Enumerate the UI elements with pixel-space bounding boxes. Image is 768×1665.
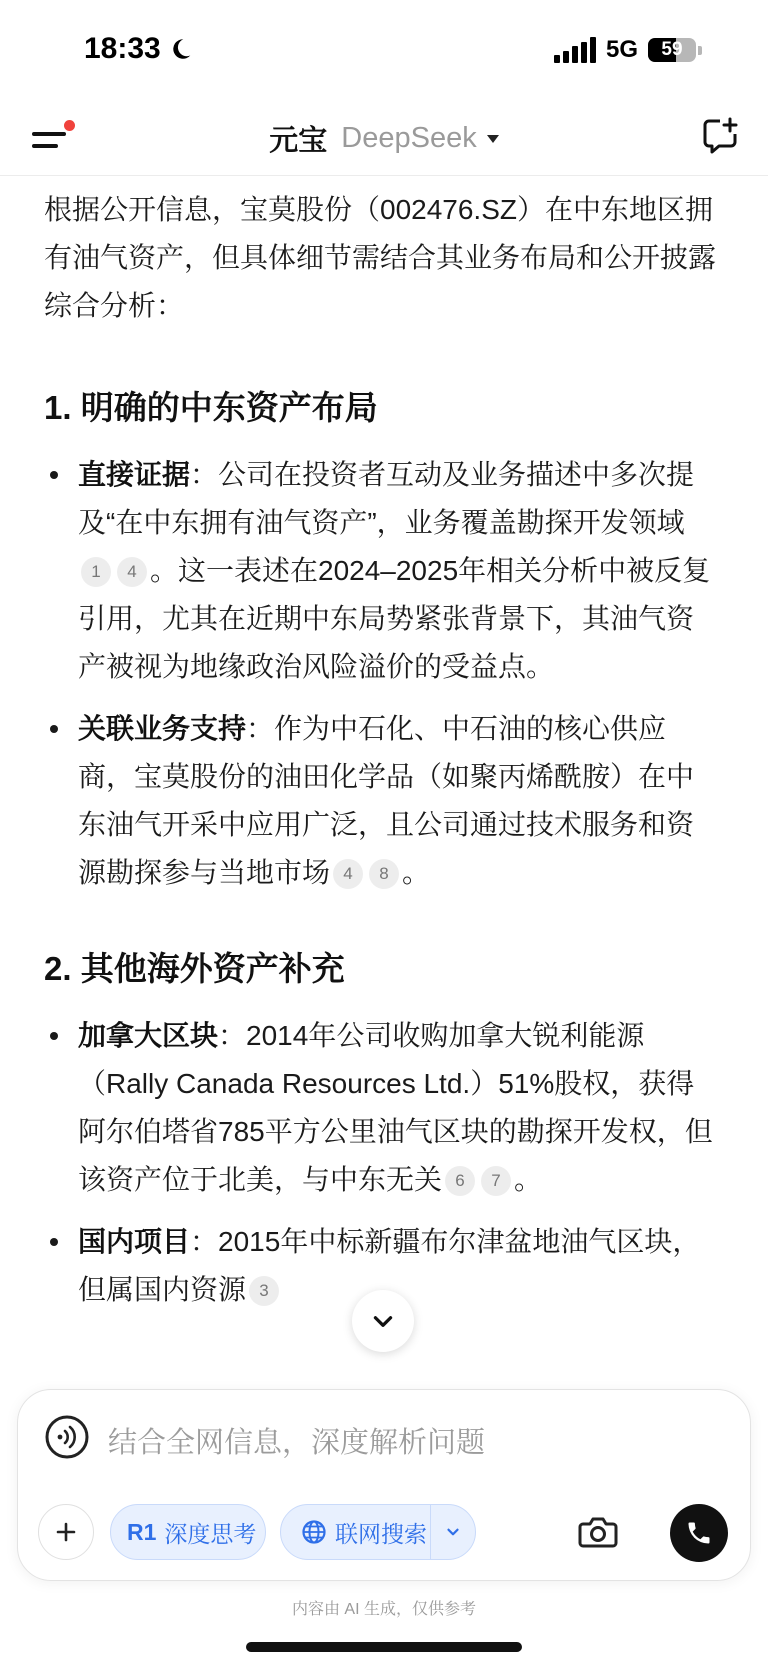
item-sep: ： xyxy=(246,713,275,744)
bullet-list xyxy=(44,1012,720,1314)
citation-badge[interactable]: 8 xyxy=(369,859,399,889)
moon-icon xyxy=(167,36,193,62)
battery-level: 59 xyxy=(661,39,683,60)
item-text: 2015年中标新疆布尔津盆地油气区块，但属国内资源 xyxy=(78,1226,701,1305)
citation-badge[interactable]: 1 xyxy=(81,557,111,587)
message-composer xyxy=(17,1389,751,1581)
signal-icon xyxy=(554,37,596,63)
citation-badge[interactable]: 4 xyxy=(117,557,147,587)
web-search-options[interactable] xyxy=(431,1523,475,1541)
citation-badge[interactable]: 4 xyxy=(333,859,363,889)
section-heading: 1. 明确的中东资产布局 xyxy=(44,389,378,426)
item-sep: ： xyxy=(218,1020,247,1051)
status-bar xyxy=(0,0,768,100)
caret-down-icon xyxy=(487,135,499,143)
item-sep: ： xyxy=(190,1226,219,1257)
camera-icon[interactable] xyxy=(574,1508,622,1556)
deep-think-label: 深度思考 xyxy=(164,1520,257,1547)
bullet-list xyxy=(44,451,720,897)
item-text: 作为中石化、中石油的核心供应商，宝莫股份的油田化学品（如聚丙烯酰胺）在中东油气开采中应用广泛，且公司通过技术服务和资源勘探参与当地市场 xyxy=(78,713,695,888)
citation-badge[interactable]: 3 xyxy=(249,1276,279,1306)
network-label: 5G xyxy=(605,36,638,63)
item-label: 关联业务支持 xyxy=(78,713,247,744)
r1-badge: R1 xyxy=(127,1518,157,1545)
status-indicators xyxy=(554,36,702,64)
app-name: 元宝 xyxy=(269,125,328,157)
voice-call-button[interactable] xyxy=(670,1504,728,1562)
web-search-main[interactable] xyxy=(281,1505,431,1559)
item-label: 加拿大区块 xyxy=(78,1020,219,1051)
voice-icon[interactable] xyxy=(44,1414,90,1460)
status-time xyxy=(84,32,193,66)
list-item xyxy=(44,1012,720,1204)
item-text: 公司在投资者互动及业务描述中多次提及“在中东拥有油气资产”，业务覆盖勘探开发领域 xyxy=(78,459,695,538)
section-heading: 2. 其他海外资产补充 xyxy=(44,950,345,987)
item-text-after: 。这一表述在2024–2025年相关分析中被反复引用，尤其在近期中东局势紧张背景下，其油气资产被视为地缘政治风险溢价的受益点。 xyxy=(78,555,711,682)
message-input[interactable]: 结合全网信息，深度解析问题 xyxy=(108,1427,486,1459)
globe-icon xyxy=(301,1519,327,1545)
battery-tip xyxy=(698,46,702,55)
list-item xyxy=(44,451,720,691)
item-label: 国内项目 xyxy=(78,1226,191,1257)
list-item xyxy=(44,705,720,897)
answer-content xyxy=(44,186,720,1328)
scroll-to-bottom-button[interactable] xyxy=(352,1290,414,1352)
deep-think-toggle[interactable] xyxy=(110,1504,266,1560)
chevron-down-icon xyxy=(370,1308,396,1334)
clock-text: 18:33 xyxy=(84,32,161,65)
app-header xyxy=(0,100,768,176)
item-text-after: 。 xyxy=(514,1164,543,1195)
battery-icon xyxy=(648,38,696,62)
add-button[interactable] xyxy=(38,1504,94,1560)
web-search-label: 联网搜索 xyxy=(335,1520,427,1547)
model-name: DeepSeek xyxy=(341,122,477,154)
phone-icon xyxy=(685,1519,713,1547)
item-text-after: 。 xyxy=(402,857,431,888)
model-selector[interactable] xyxy=(0,118,768,159)
web-search-toggle[interactable] xyxy=(280,1504,476,1560)
home-indicator[interactable] xyxy=(246,1642,522,1652)
ai-disclaimer: 内容由 AI 生成，仅供参考 xyxy=(291,1601,476,1618)
new-chat-icon[interactable] xyxy=(700,116,740,156)
intro-paragraph: 根据公开信息，宝莫股份（002476.SZ）在中东地区拥有油气资产，但具体细节需结合其业务布局和公开披露综合分析： xyxy=(44,194,717,321)
item-label: 直接证据 xyxy=(78,459,191,490)
plus-icon xyxy=(54,1520,78,1544)
item-sep: ： xyxy=(190,459,219,490)
citation-badge[interactable]: 6 xyxy=(445,1166,475,1196)
citation-badge[interactable]: 7 xyxy=(481,1166,511,1196)
item-text: 2014年公司收购加拿大锐利能源（Rally Canada Resources Ltd.）51%股权，获得阿尔伯塔省785平方公里油气区块的勘探开发权，但该资产位于北美，与中东无关 xyxy=(78,1020,713,1195)
chevron-down-icon xyxy=(444,1523,462,1541)
